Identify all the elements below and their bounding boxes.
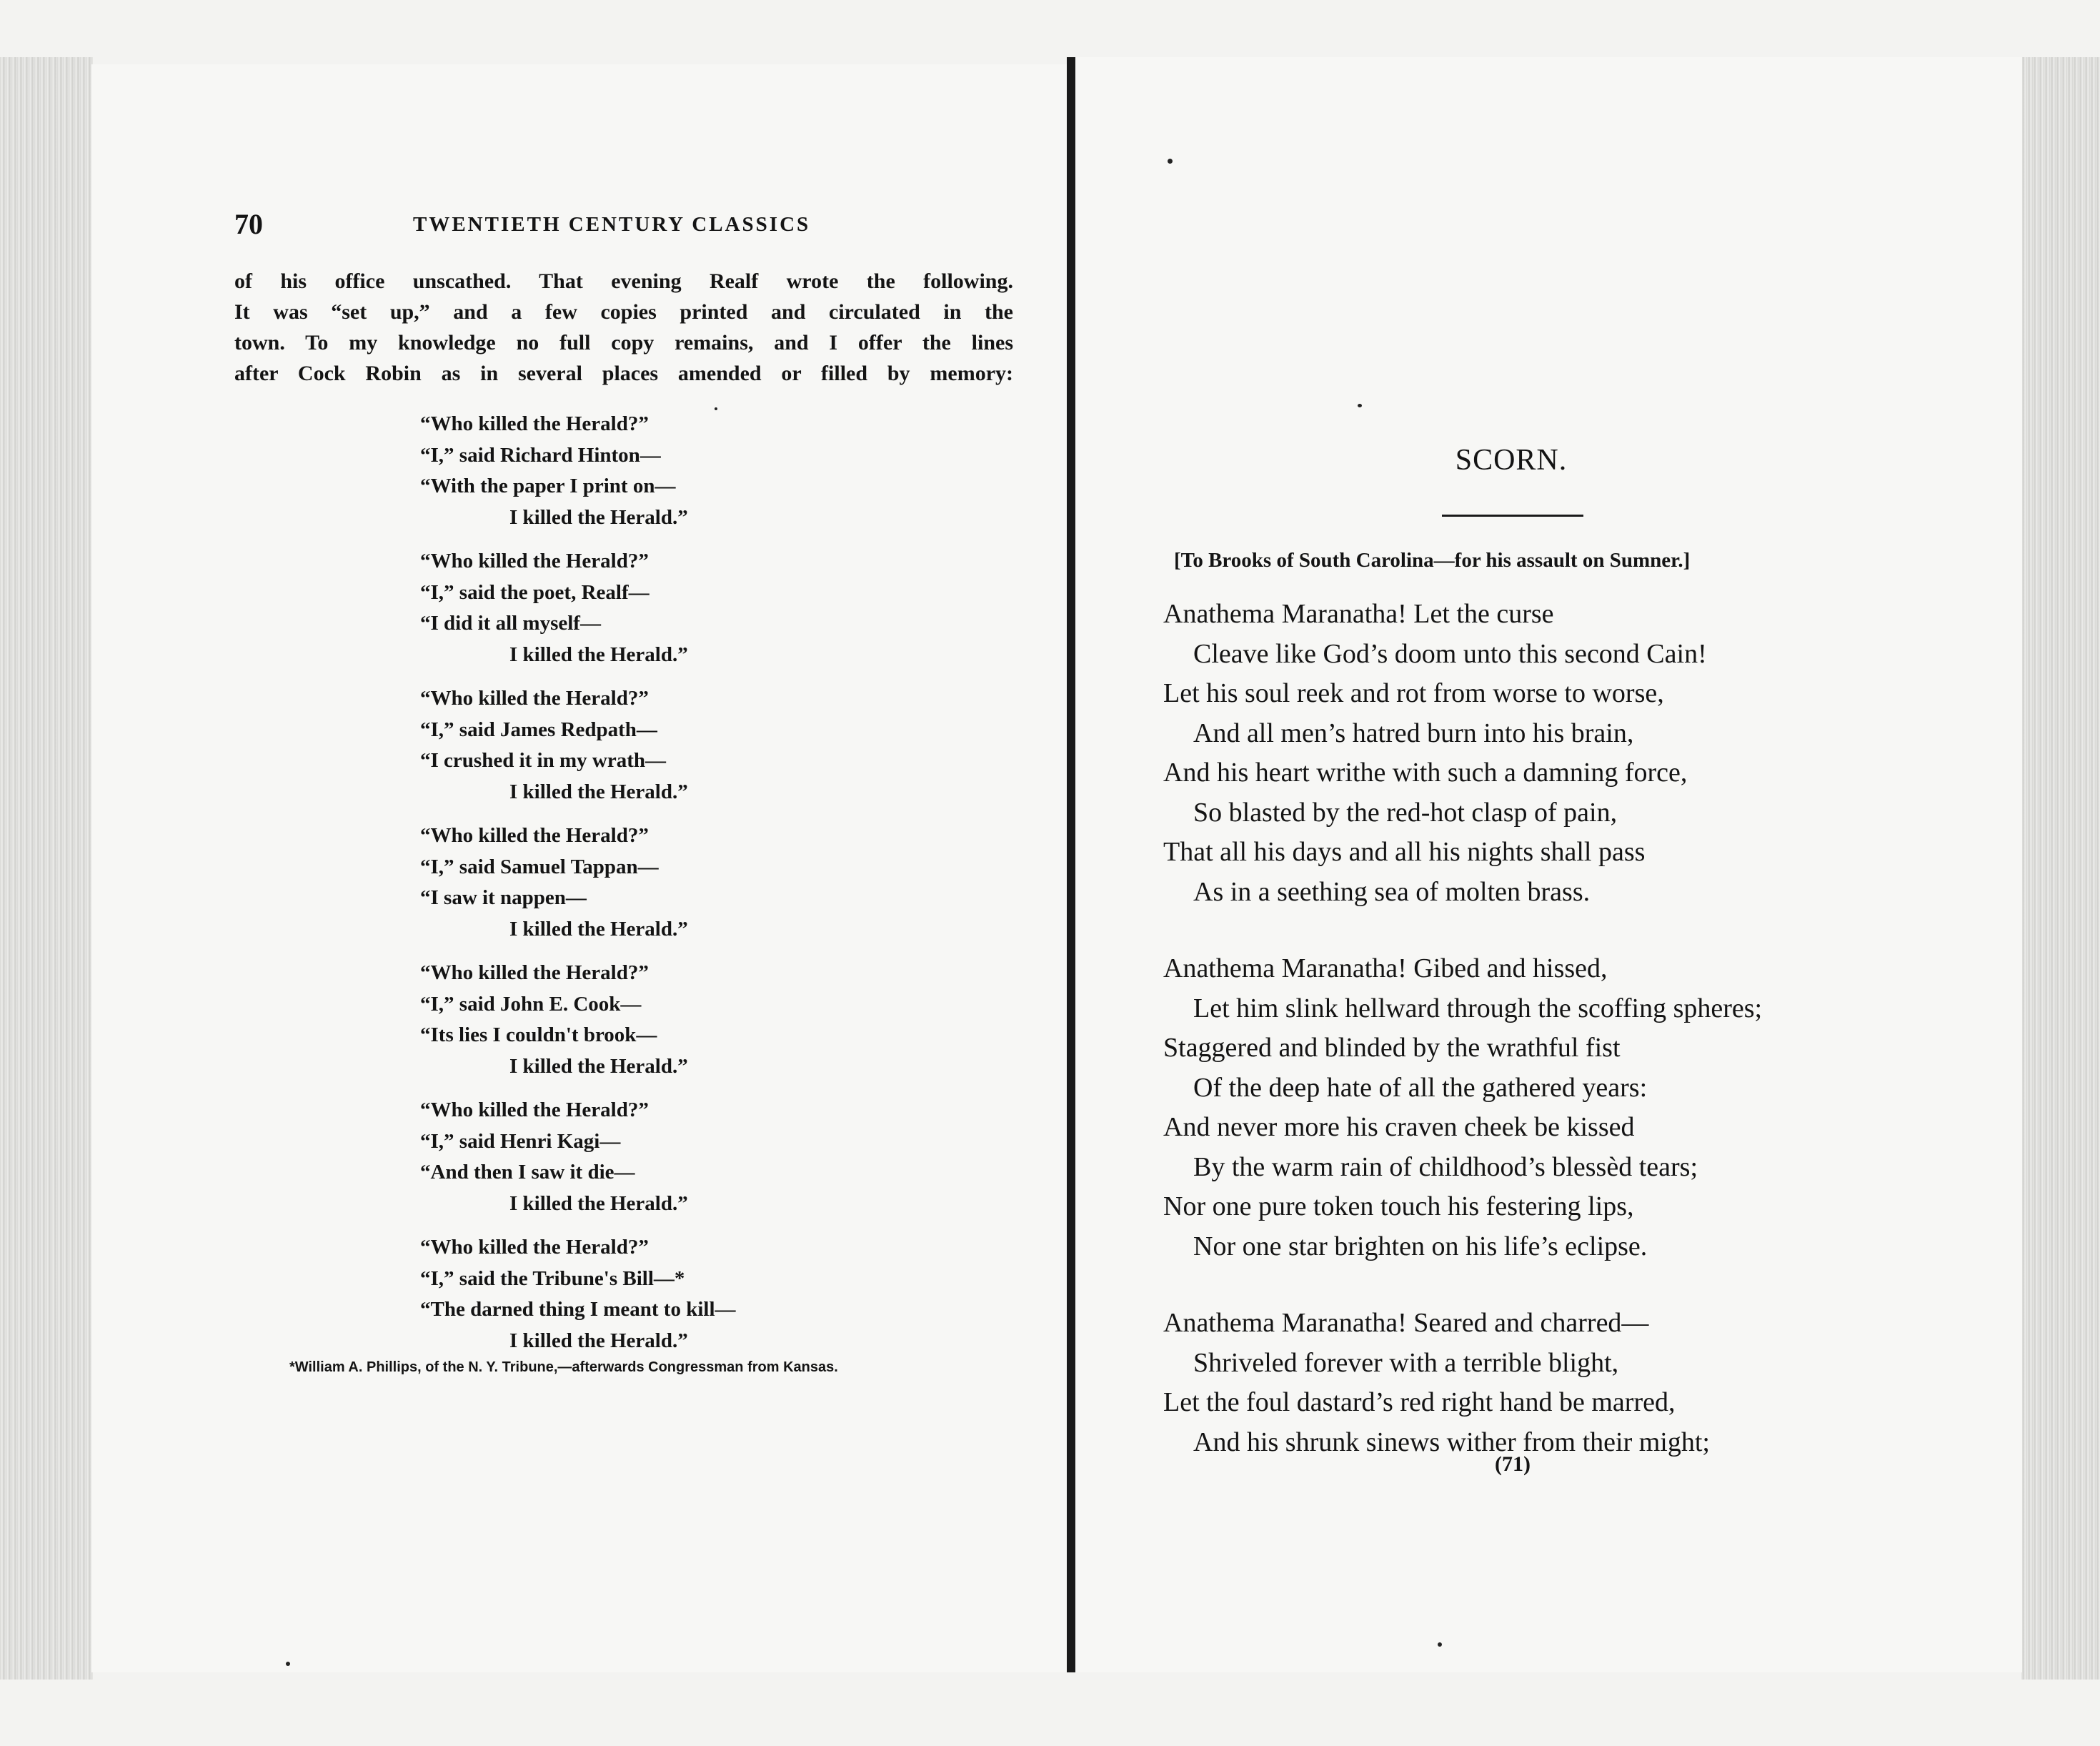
poem-line: Anathema Maranatha! Seared and charred—	[1163, 1308, 1649, 1338]
poem-line: Shriveled forever with a terrible blight,	[1193, 1347, 1619, 1378]
verse-refrain: I killed the Herald.”	[509, 505, 688, 529]
verse-line: “Who killed the Herald?”	[420, 824, 649, 847]
verse-line: “Who killed the Herald?”	[420, 1098, 649, 1121]
verse-line: “I,” said James Redpath—	[420, 718, 657, 741]
print-speck	[715, 407, 717, 410]
poem-line: Of the deep hate of all the gathered years:	[1193, 1072, 1648, 1103]
verse-refrain: I killed the Herald.”	[509, 917, 688, 941]
page-number-right: (71)	[1495, 1452, 1531, 1476]
poem-stanza	[1163, 949, 1978, 1266]
page-number-left: 70	[234, 208, 263, 240]
footnote: *William A. Phillips, of the N. Y. Tribune,—afterwards Congressman from Kansas.	[289, 1359, 838, 1375]
verse-refrain: I killed the Herald.”	[509, 780, 688, 803]
poem-stanza	[1163, 595, 1978, 912]
verse-stanza	[420, 683, 935, 808]
poem-line: Let him slink hellward through the scoffing spheres;	[1193, 993, 1763, 1023]
page-edges-right	[2021, 57, 2100, 1680]
verse-stanza	[420, 958, 935, 1082]
verse-line: “And then I saw it die—	[420, 1161, 635, 1184]
poem-title: SCORN.	[1455, 444, 1568, 477]
poem-line: Staggered and blinded by the wrathful fist	[1163, 1033, 1621, 1063]
herald-verses	[420, 409, 935, 1369]
poem-line: And never more his craven cheek be kissed	[1163, 1112, 1635, 1142]
poem-line: And his shrunk sinews wither from their might;	[1193, 1427, 1710, 1457]
poem-line: Let his soul reek and rot from worse to worse,	[1163, 678, 1664, 708]
print-speck	[286, 1662, 290, 1666]
verse-line: “Who killed the Herald?”	[420, 1236, 649, 1259]
prose-line: town. To my knowledge no full copy remains, and I offer the lines	[234, 331, 1013, 354]
page-edges-left	[0, 57, 93, 1680]
verse-line: “Who killed the Herald?”	[420, 687, 649, 710]
verse-line: “The darned thing I meant to kill—	[420, 1298, 736, 1321]
book-gutter	[1067, 57, 1075, 1672]
verse-refrain: I killed the Herald.”	[509, 643, 688, 666]
verse-line: “I did it all myself—	[420, 612, 601, 635]
verse-line: “I,” said Richard Hinton—	[420, 443, 661, 467]
prose-paragraph	[234, 266, 1013, 389]
poem-line: Anathema Maranatha! Gibed and hissed,	[1163, 953, 1608, 983]
print-speck	[1438, 1642, 1442, 1647]
poem-line: And all men’s hatred burn into his brain,	[1193, 718, 1634, 748]
verse-line: “With the paper I print on—	[420, 475, 676, 497]
verse-line: “Who killed the Herald?”	[420, 961, 649, 984]
prose-line: after Cock Robin as in several places amended or filled by memory:	[234, 362, 1013, 385]
poem-line: Let the foul dastard’s red right hand be marred,	[1163, 1387, 1676, 1417]
poem-line: Cleave like God’s doom unto this second Cain!	[1193, 638, 1707, 669]
verse-stanza	[420, 1232, 935, 1356]
verse-stanza	[420, 546, 935, 670]
running-head	[234, 207, 835, 243]
running-title: TWENTIETH CENTURY CLASSICS	[413, 213, 811, 236]
verse-line: “Who killed the Herald?”	[420, 550, 649, 572]
verse-stanza	[420, 820, 935, 945]
verse-refrain: I killed the Herald.”	[509, 1329, 688, 1352]
poem-line: And his heart writhe with such a damning force,	[1163, 758, 1688, 788]
poem-line: So blasted by the red-hot clasp of pain,	[1193, 797, 1618, 828]
verse-refrain: I killed the Herald.”	[509, 1191, 688, 1215]
verse-line: “I,” said Samuel Tappan—	[420, 855, 659, 878]
print-speck	[1168, 159, 1173, 164]
verse-line: “I crushed it in my wrath—	[420, 749, 666, 772]
prose-line: It was “set up,” and a few copies printed and circulated in the	[234, 300, 1013, 324]
poem-line: Nor one star brighten on his life’s eclipse.	[1193, 1231, 1648, 1261]
poem-line: By the warm rain of childhood’s blessèd tears;	[1193, 1151, 1698, 1182]
verse-line: “Who killed the Herald?”	[420, 412, 649, 435]
verse-line: “I,” said Henri Kagi—	[420, 1129, 621, 1153]
poem-line: Nor one pure token touch his festering lips,	[1163, 1191, 1634, 1221]
poem-line: Anathema Maranatha! Let the curse	[1163, 599, 1554, 629]
title-rule	[1442, 515, 1583, 517]
print-speck	[1358, 404, 1362, 407]
verse-line: “Its lies I couldn't brook—	[420, 1023, 657, 1046]
verse-refrain: I killed the Herald.”	[509, 1054, 688, 1078]
prose-line: of his office unscathed. That evening Realf wrote the following.	[234, 269, 1013, 293]
verse-line: “I,” said the poet, Realf—	[420, 580, 650, 604]
scorn-poem	[1163, 595, 1978, 1499]
poem-line: As in a seething sea of molten brass.	[1193, 876, 1591, 907]
poem-line: That all his days and all his nights shall pass	[1163, 837, 1646, 867]
verse-line: “I saw it nappen—	[420, 886, 587, 909]
poem-dedication: [To Brooks of South Carolina—for his assault on Sumner.]	[1174, 549, 1691, 572]
poem-stanza	[1163, 1304, 1978, 1462]
verse-line: “I,” said John E. Cook—	[420, 992, 642, 1016]
verse-stanza	[420, 409, 935, 533]
verse-line: “I,” said the Tribune's Bill—*	[420, 1266, 685, 1290]
verse-stanza	[420, 1095, 935, 1219]
